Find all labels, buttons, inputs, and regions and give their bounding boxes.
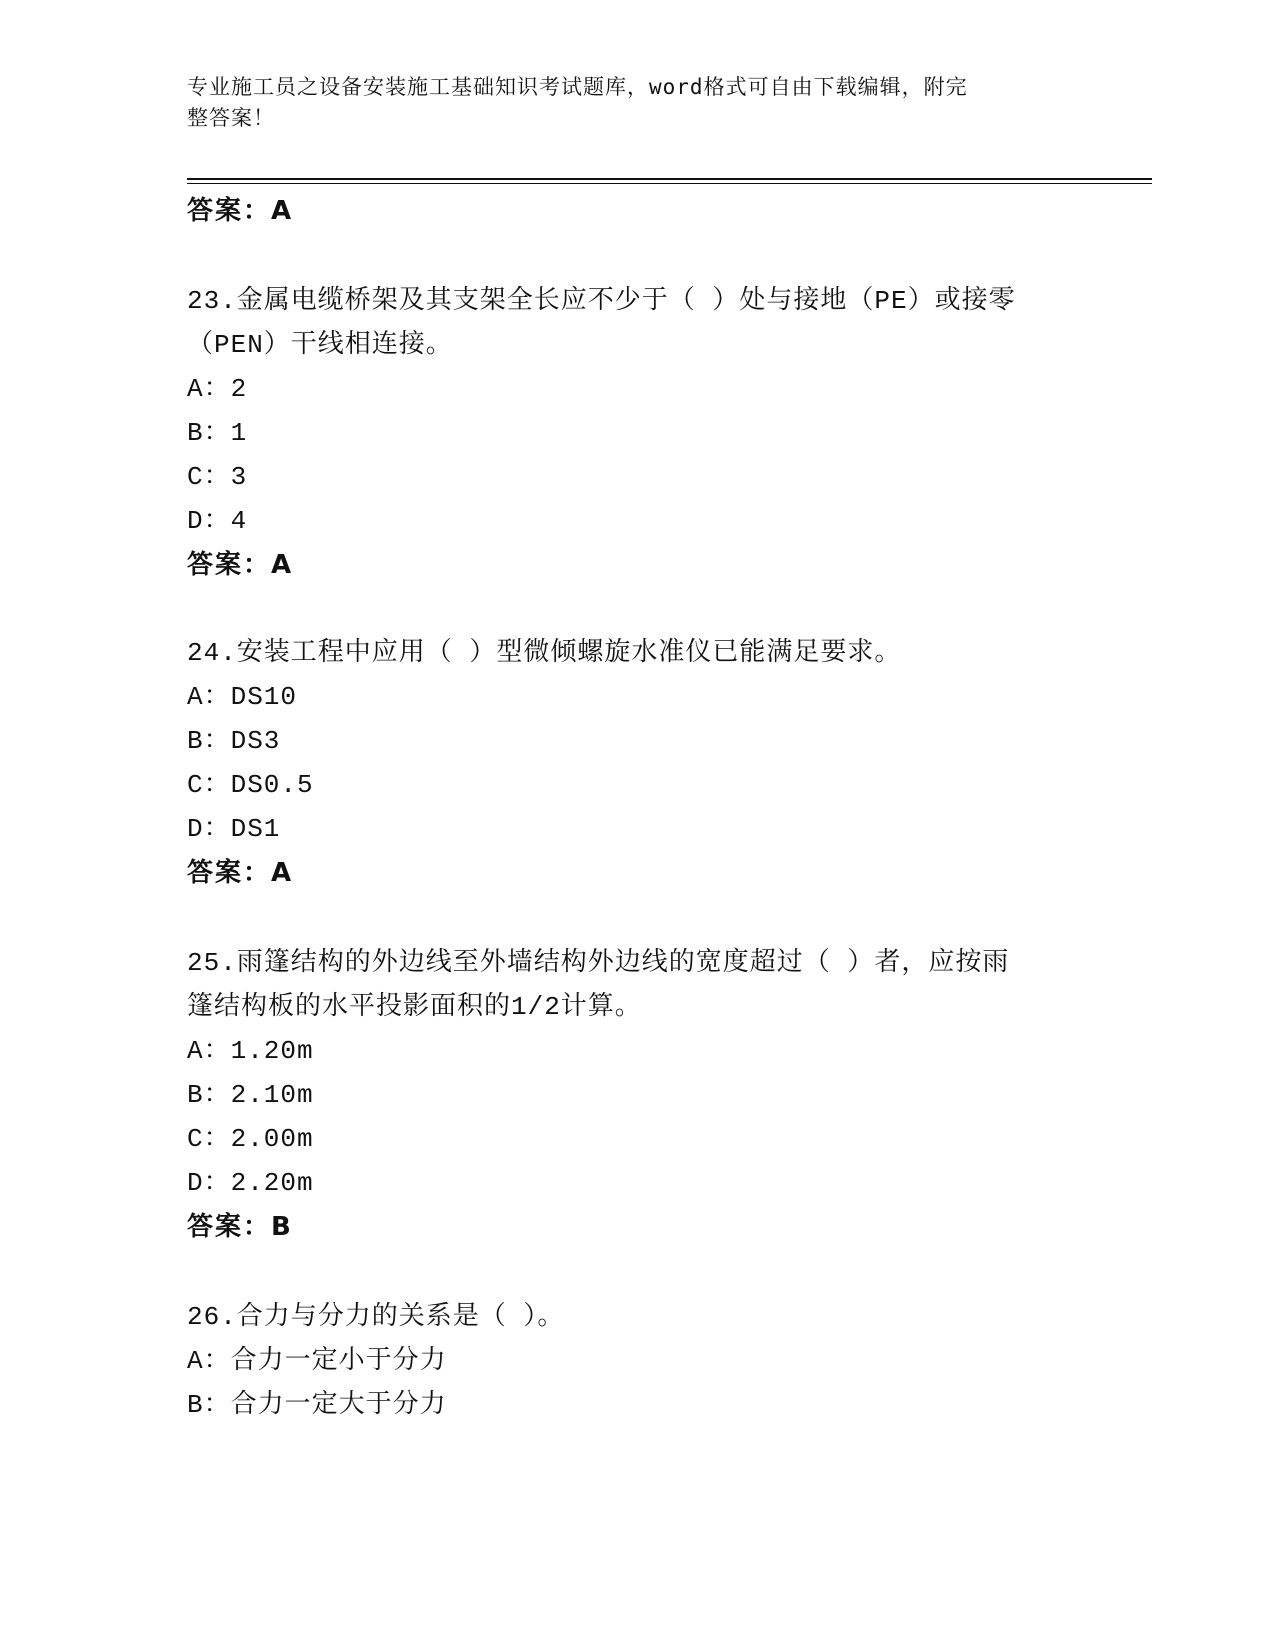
question-26-option-b: B：合力一定大于分力 [187,1390,447,1420]
question-24-option-d: D：DS1 [187,814,281,844]
question-23-option-c: C：3 [187,462,248,492]
question-25-answer: 答案：B [187,1212,293,1242]
question-23-option-a: A：2 [187,374,248,404]
question-23-option-b: B：1 [187,418,248,448]
question-25-option-a: A：1.20m [187,1036,314,1066]
question-26-stem-line-1: 26.合力与分力的关系是（ ）。 [187,1302,565,1332]
question-24-option-c: C：DS0.5 [187,770,314,800]
previous-answer: 答案：A [187,196,294,226]
question-25-option-c: C：2.00m [187,1124,314,1154]
header-line-1: 专业施工员之设备安装施工基础知识考试题库，word格式可自由下载编辑，附完 [187,75,968,99]
question-24-stem-line-1: 24.安装工程中应用（ ）型微倾螺旋水准仪已能满足要求。 [187,638,902,668]
question-23-stem-line-2: （PEN）干线相连接。 [187,330,453,360]
question-25-stem-line-2: 篷结构板的水平投影面积的1/2计算。 [187,992,642,1022]
page-header [187,72,1087,134]
question-25-stem-line-1: 25.雨篷结构的外边线至外墙结构外边线的宽度超过（ ）者，应按雨 [187,948,1010,978]
question-23-option-d: D：4 [187,506,248,536]
question-23-stem-line-1: 23.金属电缆桥架及其支架全长应不少于（ ）处与接地（PE）或接零 [187,286,1016,316]
question-25-option-b: B：2.10m [187,1080,314,1110]
question-25-option-d: D：2.20m [187,1168,314,1198]
question-26-option-a: A：合力一定小于分力 [187,1346,447,1376]
question-24-answer: 答案：A [187,858,294,888]
header-rule-thick [187,178,1152,180]
header-rule-thin [187,183,1152,184]
question-23-answer: 答案：A [187,550,294,580]
question-24-option-b: B：DS3 [187,726,281,756]
header-line-2: 整答案！ [187,106,275,130]
question-24-option-a: A：DS10 [187,682,298,712]
